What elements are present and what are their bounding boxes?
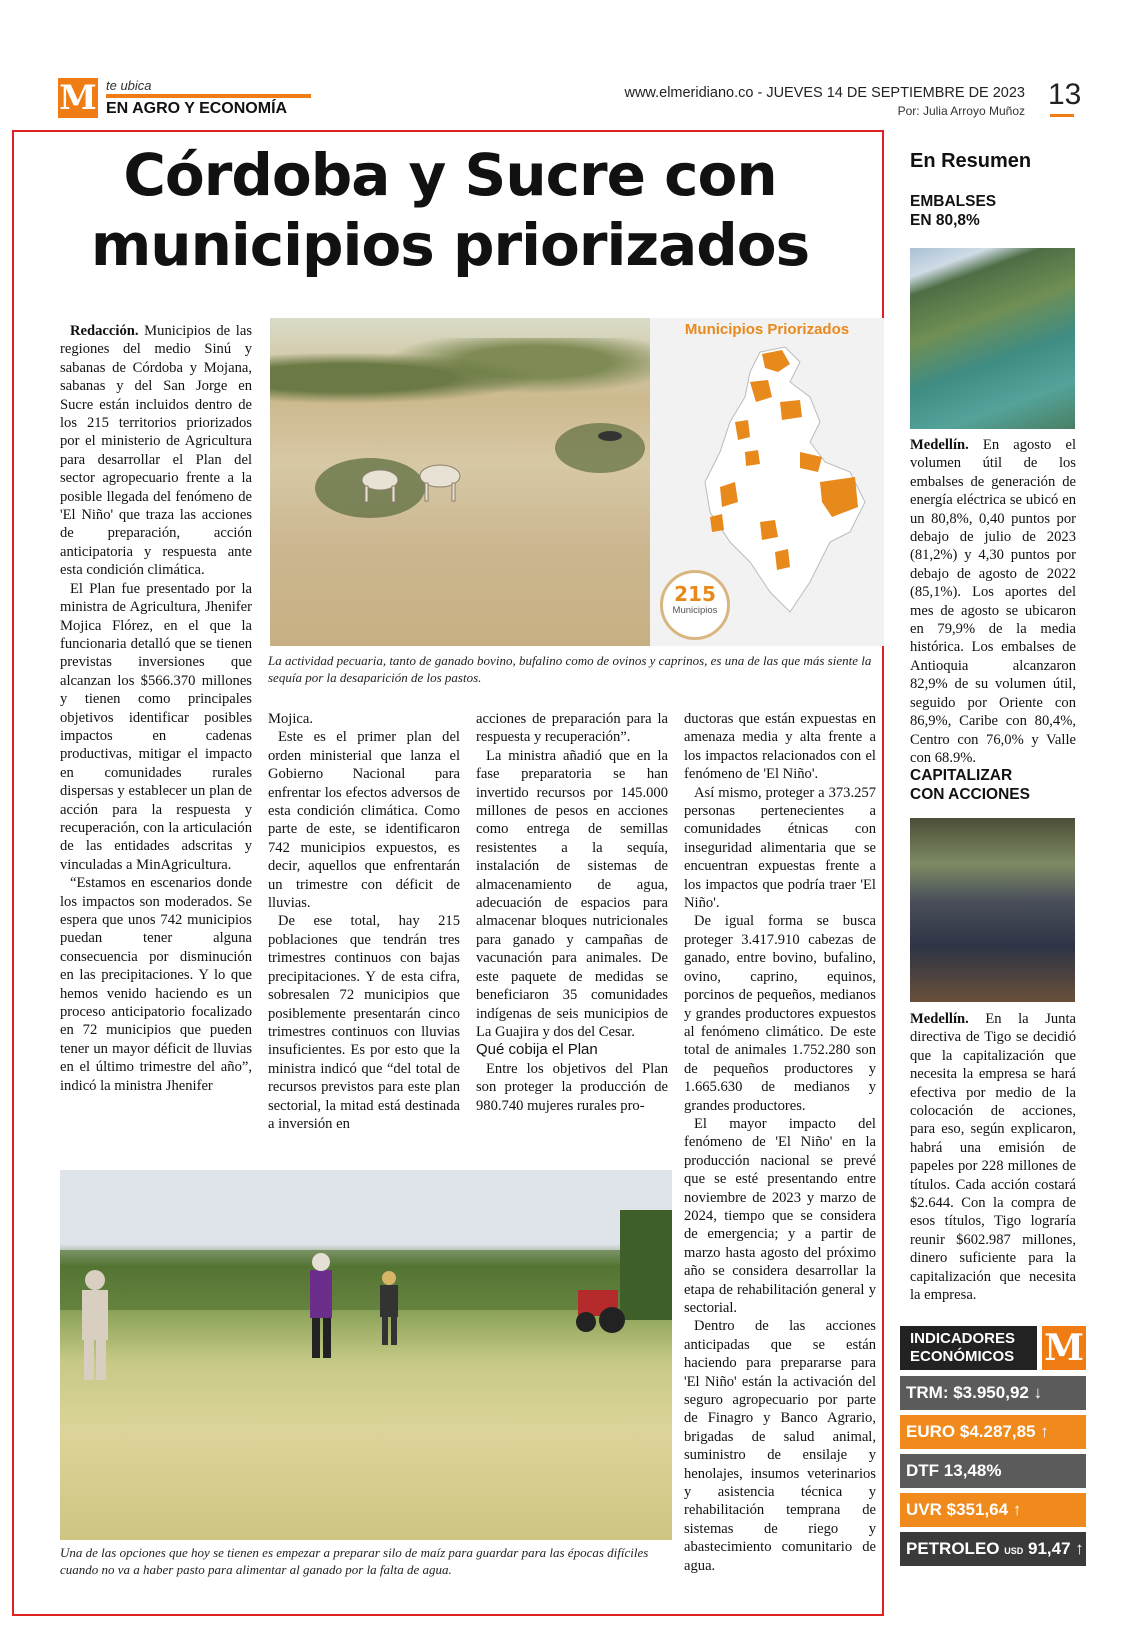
conference-photo bbox=[910, 818, 1075, 1002]
paragraph: Entre los objetivos del Plan son proteger la producción de 980.740 mujeres rurales pro- bbox=[476, 1060, 668, 1114]
article-column-4 bbox=[684, 710, 876, 1575]
paragraph: El mayor impacto del fenómeno de 'El Niño' en la producción nacional se prevé que se esté presentando entre noviembre de 2023 y marzo de 2024, tiempo que se considera de emergencia; y a partir de marzo hasta agosto del próximo año se considera desarrollar la etapa de rehabilitación general y sectorial. bbox=[684, 1115, 876, 1316]
article-column-1 bbox=[60, 322, 252, 1095]
sidebar-lead: Medellín. bbox=[910, 437, 969, 453]
article-column-3 bbox=[476, 710, 668, 1115]
indicator-label: EURO bbox=[906, 1422, 956, 1441]
section-name: EN AGRO Y ECONOMÍA bbox=[106, 100, 288, 117]
byline: Por: Julia Arroyo Muñoz bbox=[897, 104, 1025, 118]
tagline: te ubica bbox=[106, 78, 152, 93]
paragraph: Municipios de las regiones del medio Sinú y sabanas de Córdoba y Mojana, sabanas y del San Jorge en Sucre están incluidos dentro de los 215 territorios priorizados por el ministerio de Agricultura para desarrollar el Plan del sector agropecuario frente a la posible llegada del fenómeno de 'El Niño' que traza las acciones de preparación, acción anticipatoria y respuesta ante esta condición climática. bbox=[60, 323, 252, 579]
indicator-unit: USD bbox=[1004, 1546, 1024, 1556]
indicator-euro bbox=[900, 1415, 1086, 1449]
photo-caption-2: Una de las opciones que hoy se tienen es empezar a preparar silo de maíz para guardar para las épocas difíciles cuando no va a haber pasto para alimentar al ganado por la falta de agua. bbox=[60, 1545, 649, 1577]
headline bbox=[30, 140, 870, 280]
indicator-value: 91,47 bbox=[1028, 1539, 1071, 1558]
indicator-label: DTF bbox=[906, 1461, 940, 1480]
indicator-trm bbox=[900, 1376, 1086, 1410]
badge-number: 215 bbox=[674, 582, 716, 606]
headline-line-2: municipios priorizados bbox=[90, 211, 810, 279]
sidebar-lead: Medellín. bbox=[910, 1011, 969, 1027]
arrow-down-icon: ↓ bbox=[1033, 1383, 1043, 1402]
photo-caption-1: La actividad pecuaria, tanto de ganado bovino, bufalino como de ovinos y caprinos, es una de las que más siente la sequía por la desaparición de los pastos. bbox=[268, 653, 872, 685]
map-count-badge bbox=[660, 570, 730, 640]
article-column-2 bbox=[268, 710, 460, 1133]
paragraph: Dentro de las acciones anticipadas que se están haciendo para prepararse para 'El Niño' están la activación del seguro agropecuario por parte de Finagro y Banco Agrario, brigadas de salud animal, suministro de ensilaje y henolajes, insumos veterinarios y asistencia técnica y rehabilitación temprana de sistemas de riego y abastecimiento comunitario de agua. bbox=[684, 1318, 876, 1574]
indicator-value: $4.287,85 bbox=[959, 1422, 1036, 1441]
paragraph: En la Junta directiva de Tigo se decidió que la capitalización que necesita la empresa se hará efectiva por medio de la colocación de acciones, para eso, según explicaron, habrá una emisión de papeles por 228 millones de títulos. Cada acción costará $2.644. Con la compra de esos títulos, Tigo lograría reunir $602.987 millones, dinero suficiente para la capitalización que necesita la empresa. bbox=[910, 1011, 1076, 1304]
sidebar-item-2-heading bbox=[910, 766, 1030, 804]
paragraph: “Estamos en escenarios donde los impactos son moderados. Se espera que unos 742 municipios puedan tener alguna consecuencia por disminución en las precipitaciones. Y lo que hemos venido haciendo es un proceso anticipatorio focalizado en 72 municipios que pueden tener un mayor déficit de lluvias en el último trimestre del año”, indicó la ministra Jhenifer bbox=[60, 875, 252, 1094]
paragraph: En agosto el volumen útil de los embalses de generación de energía eléctrica se ubicó en un 80,8%, 0,40 puntos por debajo de julio de 2023 (81,2%) y 4,30 puntos por debajo de agosto de 2022 (85,1%). Los aportes del mes de agosto se ubicaron en 79,9% de la media histórica. Los embalses de Antioquia alcanzaron 82,9% de su volumen útil, seguido por Oriente con 86,9%, Caribe con 80,4%, Centro con 76,0% y Valle con 68.9%. bbox=[910, 437, 1076, 766]
indicator-label: TRM: bbox=[906, 1383, 949, 1402]
paragraph: Así mismo, proteger a 373.257 personas pertenecientes a comunidades étnicas con inseguridad alimentaria que se encuentran expuestas frente a los impactos que podría traer 'El Niño'. bbox=[684, 784, 876, 912]
heading-line: EMBALSES bbox=[910, 193, 997, 210]
indicators-logo: M bbox=[1042, 1326, 1086, 1370]
site-and-date: www.elmeridiano.co - JUEVES 14 DE SEPTIEMBRE DE 2023 bbox=[624, 85, 1025, 101]
indicator-label: UVR bbox=[906, 1500, 942, 1519]
priority-municipalities-map bbox=[650, 318, 884, 646]
paragraph: acciones de preparación para la respuesta y recuperación”. bbox=[476, 711, 668, 746]
indicator-value: $3.950,92 bbox=[953, 1383, 1029, 1402]
paragraph: De ese total, hay 215 poblaciones que tendrán tres trimestres continuos con bajas precipitaciones. Y de esta cifra, sobresalen 72 municipios que posiblemente presentarán cinco trimestres continuos con lluvias insuficientes. Es por esto que la ministra indicó que “del total de recursos previstos para este plan sectorial, la mitad está destinada a inversión en bbox=[268, 913, 460, 1132]
indicator-value: 13,48% bbox=[943, 1461, 1002, 1480]
indicator-value: $351,64 bbox=[946, 1500, 1009, 1519]
paragraph: La ministra añadió que en la fase preparatoria se han invertido recursos por 145.000 millones de pesos en acciones como entrega de semillas resistentes a la sequía, instalación de sistemas de almacenamiento de agua, adecuación de espacios para almacenar bloques nutricionales para ganado y campañas de vacunación para animales. De este paquete de medidas se beneficiaron 35 comunidades indígenas de seis municipios de La Guajira y dos del Cesar. bbox=[476, 747, 668, 1040]
arrow-up-icon: ↑ bbox=[1040, 1422, 1049, 1441]
newspaper-logo: M bbox=[59, 78, 97, 118]
paragraph: De igual forma se busca proteger 3.417.910 cabezas de ganado, entre bovino, bufalino, ovino, caprino, equinos, porcinos de pequeños, medianos y grandes productores expuestos al fenómeno climático. De este total de animales 1.752.280 son de pequeños productores y 1.665.630 de medianos y grandes productores. bbox=[684, 913, 876, 1114]
indicator-uvr bbox=[900, 1493, 1086, 1527]
section-rule bbox=[106, 94, 311, 98]
page-number: 13 bbox=[1048, 78, 1082, 111]
indicator-label: PETROLEO bbox=[906, 1539, 1000, 1558]
corn-silage-photo bbox=[60, 1170, 672, 1540]
sidebar-title: En Resumen bbox=[910, 150, 1032, 172]
map-title: Municipios Priorizados bbox=[684, 321, 850, 338]
article-lead: Redacción. bbox=[70, 323, 139, 339]
cattle-illustration bbox=[270, 318, 650, 646]
paragraph: Mojica. bbox=[268, 711, 313, 727]
heading-line: EN 80,8% bbox=[910, 212, 980, 229]
paragraph: El Plan fue presentado por la ministra de Agricultura, Jhenifer Mojica Flórez, en el que la funcionaria detalló que se tienen previstas inversiones que alcanzan los $566.370 millones y tienen como principales objetivos identificar posibles impactos en cadenas productivas, mitigar el impacto en comunidades rurales dispersas y establecer un plan de acción para la respuesta y recuperación, con la articulación de las entidades adscritas y vinculadas a MinAgricultura. bbox=[60, 580, 252, 873]
workers-illustration bbox=[60, 1170, 672, 1540]
indicator-petroleo bbox=[900, 1532, 1086, 1566]
indicator-dtf bbox=[900, 1454, 1086, 1488]
sidebar-item-2-text bbox=[910, 1010, 1076, 1305]
arrow-up-icon: ↑ bbox=[1075, 1539, 1084, 1558]
cattle-drought-photo bbox=[270, 318, 650, 646]
indicators-title bbox=[900, 1326, 1037, 1370]
paragraph: Este es el primer plan del orden ministerial que lanza el Gobierno Nacional para enfrentar los efectos adversos de esta condición climática. Como parte de este, se identificaron 742 municipios expuestos, es decir, aquellos que enfrentarán un trimestre con déficit de lluvias. bbox=[268, 729, 460, 912]
subheading: Qué cobija el Plan bbox=[476, 1041, 598, 1059]
heading-line: CAPITALIZAR bbox=[910, 767, 1013, 784]
badge-label: Municipios bbox=[672, 605, 718, 616]
sidebar-item-1-heading bbox=[910, 192, 996, 230]
title-line: ECONÓMICOS bbox=[910, 1348, 1015, 1365]
heading-line: CON ACCIONES bbox=[910, 786, 1030, 803]
title-line: INDICADORES bbox=[910, 1330, 1016, 1347]
paragraph: ductoras que están expuestas en amenaza media y alta frente a los impactos relacionados con el fenómeno de 'El Niño'. bbox=[684, 711, 876, 783]
page-number-rule bbox=[1050, 114, 1074, 117]
reservoir-photo bbox=[910, 248, 1075, 429]
arrow-up-icon: ↑ bbox=[1012, 1500, 1022, 1519]
headline-line-1: Córdoba y Sucre con bbox=[123, 141, 777, 209]
sidebar-item-1-text bbox=[910, 436, 1076, 767]
